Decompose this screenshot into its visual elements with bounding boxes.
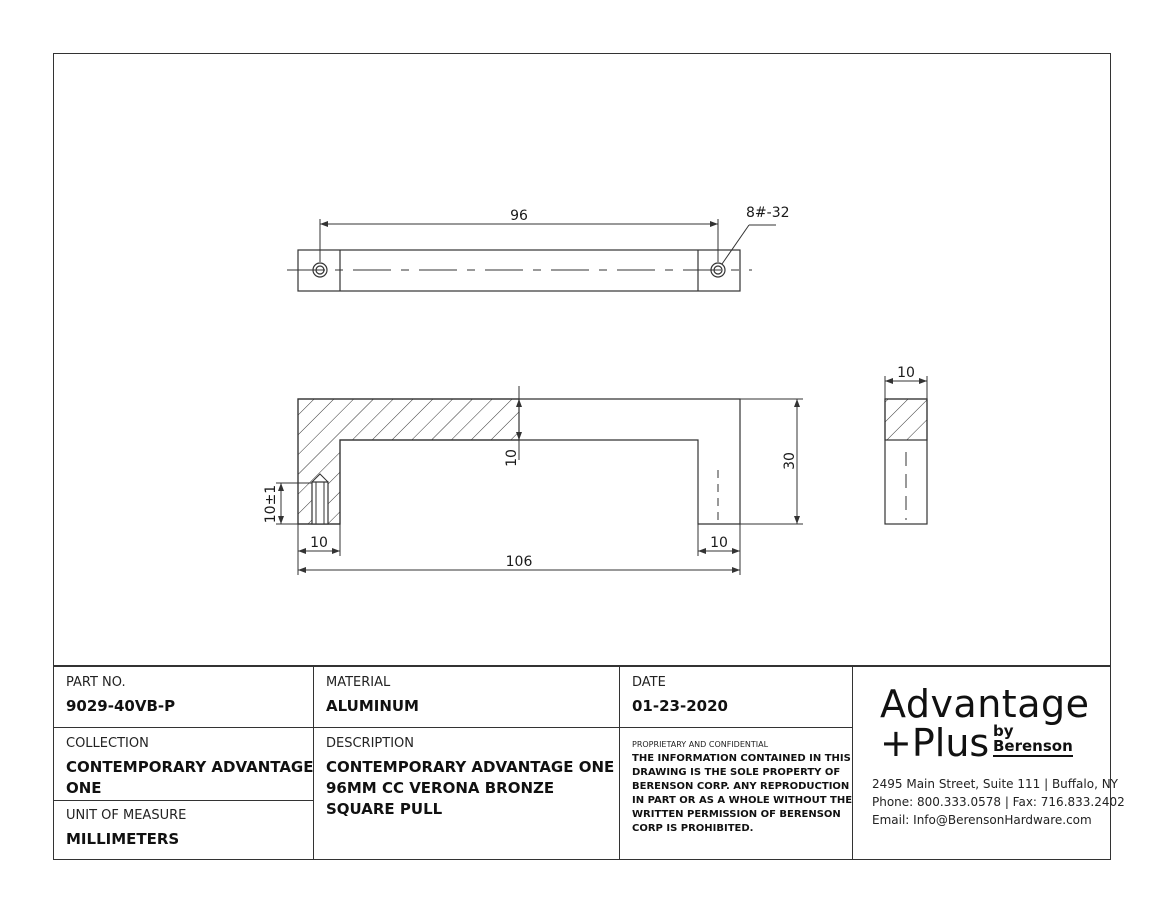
legal-line-6: CORP IS PROHIBITED. xyxy=(632,823,754,834)
material-value: ALUMINUM xyxy=(326,697,419,715)
part-no-label: PART NO. xyxy=(66,675,126,690)
legal-line-5: WRITTEN PERMISSION OF BERENSON xyxy=(632,809,841,820)
dim-screw-spec: 8#-32 xyxy=(746,205,790,221)
date-label: DATE xyxy=(632,675,666,690)
logo-berenson: Berenson xyxy=(993,737,1073,755)
title-block-divider-3 xyxy=(852,665,853,860)
screw-leader xyxy=(722,225,749,264)
legal-line-3: BERENSON CORP. ANY REPRODUCTION xyxy=(632,781,850,792)
title-block-row-divider xyxy=(53,727,852,728)
unit-label: UNIT OF MEASURE xyxy=(66,808,187,823)
logo-plus: +Plus xyxy=(880,721,990,765)
date-value: 01-23-2020 xyxy=(632,697,728,715)
material-label: MATERIAL xyxy=(326,675,391,690)
description-line1: CONTEMPORARY ADVANTAGE ONE xyxy=(326,758,615,776)
title-block-divider-2 xyxy=(619,665,620,860)
collection-label: COLLECTION xyxy=(66,736,149,751)
dim-side-width: 10 xyxy=(897,365,915,381)
contact-address: 2495 Main Street, Suite 111 | Buffalo, NY xyxy=(872,777,1119,791)
dim-thread-depth: 10±1 xyxy=(263,484,279,524)
title-block-row-divider-2 xyxy=(53,800,313,801)
dim-height: 30 xyxy=(782,452,798,470)
contact-phone: Phone: 800.333.0578 | Fax: 716.833.2402 xyxy=(872,795,1125,809)
thread-hole xyxy=(312,482,328,524)
dim-wall-thickness: 10 xyxy=(504,449,520,467)
unit-value: MILLIMETERS xyxy=(66,830,180,848)
side-view xyxy=(885,376,927,524)
logo-by: by xyxy=(993,722,1014,740)
title-block-top-border xyxy=(53,665,1111,667)
dim-overall-length: 106 xyxy=(505,554,533,570)
collection-value-line2: ONE xyxy=(66,779,102,797)
legal-line-1: THE INFORMATION CONTAINED IN THIS xyxy=(632,753,851,764)
legal-line-4: IN PART OR AS A WHOLE WITHOUT THE xyxy=(632,795,853,806)
top-dim-arrow-left xyxy=(320,221,328,227)
logo-advantage: Advantage xyxy=(880,682,1090,726)
description-line2: 96MM CC VERONA BRONZE xyxy=(326,779,555,797)
description-label: DESCRIPTION xyxy=(326,736,414,751)
top-view xyxy=(287,219,776,291)
part-no-value: 9029-40VB-P xyxy=(66,697,176,715)
contact-email: Email: Info@BerensonHardware.com xyxy=(872,813,1092,827)
dim-leg-left: 10 xyxy=(310,535,328,551)
dim-hole-spacing: 96 xyxy=(510,208,528,224)
dim-leg-right: 10 xyxy=(710,535,728,551)
side-view-hatched-top xyxy=(885,399,927,440)
top-dim-arrow-right xyxy=(710,221,718,227)
description-line3: SQUARE PULL xyxy=(326,800,443,818)
legal-heading: PROPRIETARY AND CONFIDENTIAL xyxy=(632,740,769,749)
legal-line-2: DRAWING IS THE SOLE PROPERTY OF xyxy=(632,767,841,778)
front-view-hatched-section xyxy=(298,399,519,524)
collection-value-line1: CONTEMPORARY ADVANTAGE xyxy=(66,758,314,776)
